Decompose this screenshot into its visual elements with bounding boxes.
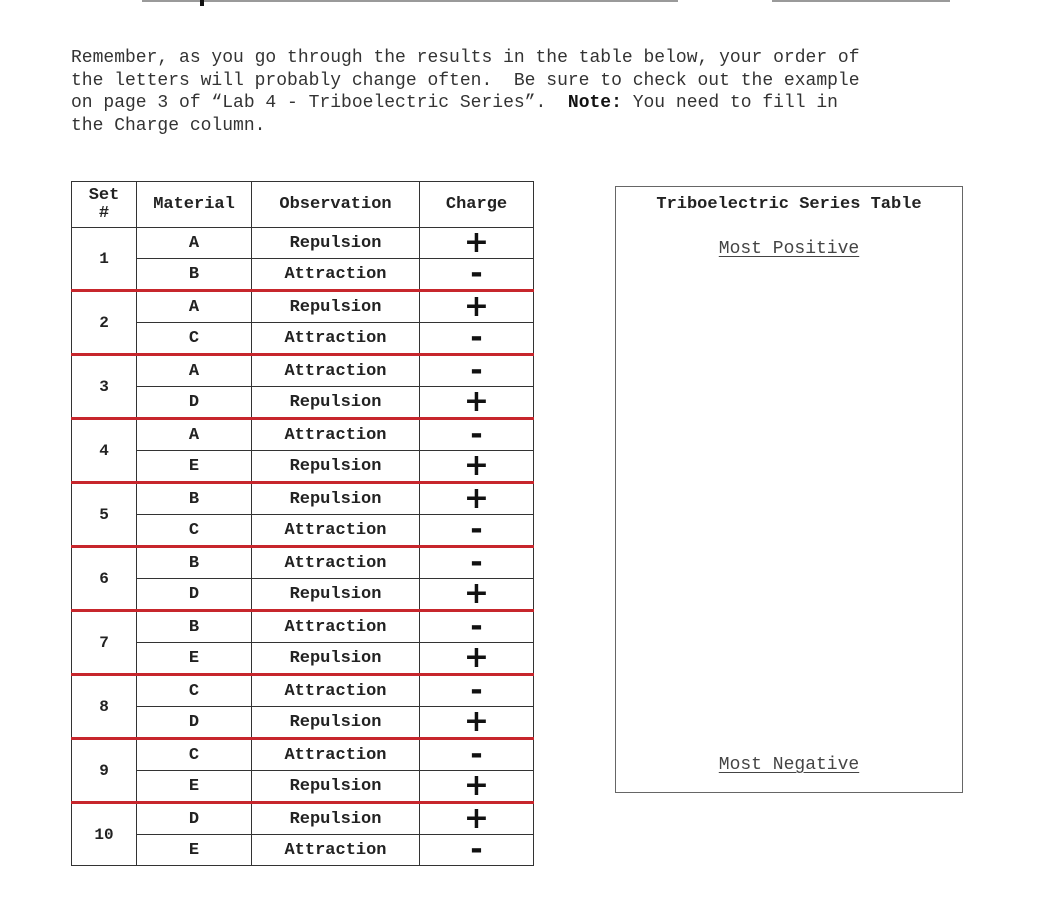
observation-cell: Repulsion [252, 387, 420, 419]
header-charge: Charge [420, 182, 534, 228]
set-number: 2 [72, 291, 137, 355]
charge-cell[interactable]: + [420, 803, 534, 835]
note-label: Note: [567, 93, 622, 114]
charge-cell[interactable]: - [420, 515, 534, 547]
set-number: 7 [72, 611, 137, 675]
set-number: 10 [72, 803, 137, 866]
material-cell: B [137, 547, 252, 579]
material-cell: C [137, 739, 252, 771]
instructions-line-4: the Charge column. [71, 115, 266, 136]
table-row [72, 228, 534, 259]
observation-cell: Repulsion [252, 579, 420, 611]
table-row [72, 675, 534, 707]
most-negative-text: Most Negative [718, 755, 860, 775]
table-row [72, 739, 534, 771]
table-row [72, 483, 534, 515]
most-positive-text: Most Positive [718, 239, 860, 259]
observation-cell: Attraction [252, 611, 420, 643]
header-observation: Observation [252, 182, 420, 228]
set-number: 9 [72, 739, 137, 803]
charge-cell[interactable]: - [420, 611, 534, 643]
header-material: Material [137, 182, 252, 228]
observation-cell: Repulsion [252, 451, 420, 483]
instructions-line-3b: You need to fill in [621, 93, 838, 114]
set-number: 5 [72, 483, 137, 547]
charge-cell[interactable]: - [420, 259, 534, 291]
most-positive-label [616, 239, 962, 259]
observation-cell: Attraction [252, 355, 420, 387]
table-row [72, 355, 534, 387]
top-blank-line-left [142, 0, 678, 2]
table-row [72, 291, 534, 323]
material-cell: C [137, 675, 252, 707]
instructions-line-2: the letters will probably change often. Be sure to check out the example [71, 70, 860, 91]
observation-cell: Repulsion [252, 643, 420, 675]
table-row [72, 419, 534, 451]
table-row [72, 515, 534, 547]
table-row [72, 803, 534, 835]
material-cell: D [137, 579, 252, 611]
charge-cell[interactable]: + [420, 579, 534, 611]
charge-cell[interactable]: - [420, 547, 534, 579]
material-cell: B [137, 483, 252, 515]
charge-cell[interactable]: + [420, 707, 534, 739]
most-negative-label [616, 755, 962, 775]
material-cell: A [137, 228, 252, 259]
material-cell: B [137, 611, 252, 643]
observation-cell: Attraction [252, 547, 420, 579]
material-cell: A [137, 419, 252, 451]
observation-cell: Attraction [252, 323, 420, 355]
material-cell: C [137, 323, 252, 355]
set-number: 3 [72, 355, 137, 419]
material-cell: A [137, 291, 252, 323]
set-number: 1 [72, 228, 137, 291]
table-row [72, 579, 534, 611]
material-cell: C [137, 515, 252, 547]
set-number: 4 [72, 419, 137, 483]
material-cell: E [137, 835, 252, 866]
observation-cell: Attraction [252, 739, 420, 771]
charge-cell[interactable]: + [420, 228, 534, 259]
top-handwriting-mark [200, 0, 204, 6]
observation-cell: Repulsion [252, 291, 420, 323]
material-cell: D [137, 707, 252, 739]
material-cell: E [137, 771, 252, 803]
observation-cell: Repulsion [252, 228, 420, 259]
set-number: 6 [72, 547, 137, 611]
charge-cell[interactable]: + [420, 643, 534, 675]
material-cell: D [137, 803, 252, 835]
material-cell: E [137, 451, 252, 483]
table-row [72, 451, 534, 483]
charge-cell[interactable]: + [420, 771, 534, 803]
triboelectric-series-box [615, 186, 963, 793]
results-table [71, 181, 534, 866]
header-set-line2: # [98, 203, 110, 223]
instructions-line-3a: on page 3 of “Lab 4 - Triboelectric Series”. [71, 93, 568, 114]
charge-cell[interactable]: + [420, 483, 534, 515]
table-row [72, 707, 534, 739]
header-set [72, 182, 137, 228]
observation-cell: Repulsion [252, 803, 420, 835]
observation-cell: Repulsion [252, 483, 420, 515]
series-title: Triboelectric Series Table [656, 195, 922, 214]
results-body [72, 225, 534, 867]
charge-cell[interactable]: - [420, 355, 534, 387]
header-set-line1: Set [88, 185, 120, 205]
set-number: 8 [72, 675, 137, 739]
results-header-row [72, 182, 534, 228]
instructions-line-3 [71, 92, 971, 115]
instructions [71, 47, 971, 137]
observation-cell: Attraction [252, 835, 420, 866]
material-cell: B [137, 259, 252, 291]
charge-cell[interactable]: - [420, 419, 534, 451]
table-row [72, 323, 534, 355]
table-row [72, 259, 534, 291]
table-row [72, 835, 534, 866]
observation-cell: Attraction [252, 419, 420, 451]
charge-cell[interactable]: - [420, 675, 534, 707]
table-row [72, 547, 534, 579]
charge-cell[interactable]: - [420, 323, 534, 355]
charge-cell[interactable]: + [420, 291, 534, 323]
table-row [72, 771, 534, 803]
observation-cell: Attraction [252, 515, 420, 547]
material-cell: A [137, 355, 252, 387]
charge-cell[interactable]: - [420, 739, 534, 771]
material-cell: D [137, 387, 252, 419]
charge-cell[interactable]: + [420, 451, 534, 483]
observation-cell: Attraction [252, 675, 420, 707]
material-cell: E [137, 643, 252, 675]
observation-cell: Repulsion [252, 707, 420, 739]
top-blank-line-right [772, 0, 950, 2]
table-row [72, 643, 534, 675]
charge-cell[interactable]: + [420, 387, 534, 419]
observation-cell: Attraction [252, 259, 420, 291]
table-row [72, 611, 534, 643]
table-row [72, 387, 534, 419]
observation-cell: Repulsion [252, 771, 420, 803]
charge-cell[interactable]: - [420, 835, 534, 866]
instructions-line-1: Remember, as you go through the results in the table below, your order of [71, 48, 860, 68]
